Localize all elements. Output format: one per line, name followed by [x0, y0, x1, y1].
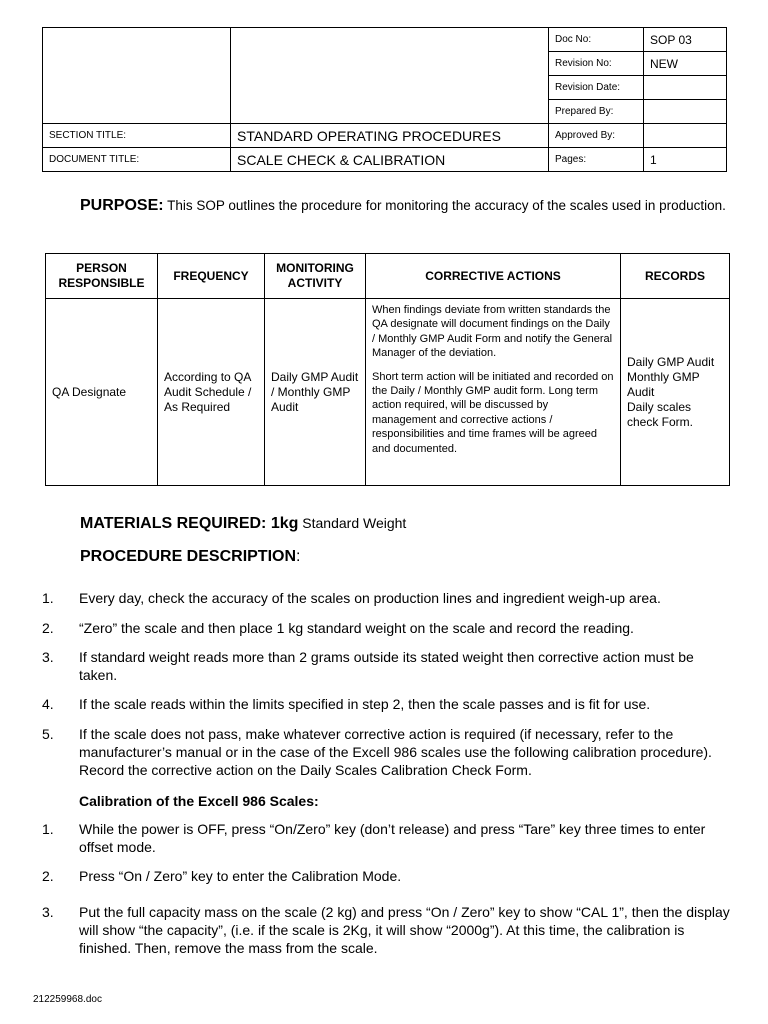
pages-value: 1: [644, 148, 727, 172]
table-row: [46, 299, 730, 486]
procedure-heading-colon: :: [296, 548, 301, 565]
record-line: Daily GMP Audit: [627, 354, 715, 369]
approved-by-label: Approved By:: [549, 124, 644, 148]
step-text: If the scale reads within the limits specified in step 2, then the scale passes and is fit for use.: [79, 696, 651, 712]
corrective-paragraph-1: When findings deviate from written standards the QA designate will document findings on the Daily / Monthly GMP Audit Form and notify the General Manager of the deviation.: [372, 304, 613, 360]
step-number: 5.: [42, 726, 54, 742]
step-number: 2.: [42, 620, 54, 636]
revision-no-label: Revision No:: [549, 52, 644, 76]
procedure-heading: [80, 548, 300, 566]
revision-date-label: Revision Date:: [549, 76, 644, 100]
section-title-value: STANDARD OPERATING PROCEDURES: [231, 124, 549, 148]
header-row: [43, 148, 727, 172]
responsibility-table: [45, 253, 730, 486]
step-text: Put the full capacity mass on the scale (2 kg) and press “On / Zero” key to show “CAL 1”, then the display will show “the capacity”, (i.e. if the scale is 2Kg, it will show “2000g”). At this time, the calibration is finished. Then, remove the mass from the scale.: [79, 904, 730, 956]
materials-line: [80, 515, 406, 533]
document-title-value: SCALE CHECK & CALIBRATION: [231, 148, 549, 172]
cell-person: QA Designate: [46, 299, 158, 486]
cell-corrective: [366, 299, 621, 486]
step-number: 2.: [42, 868, 54, 884]
cell-frequency: According to QA Audit Schedule / As Required: [158, 299, 265, 486]
procedure-heading-text: PROCEDURE DESCRIPTION: [80, 548, 297, 565]
materials-item: Standard Weight: [298, 515, 407, 531]
section-title-label: SECTION TITLE:: [43, 124, 231, 148]
corrective-paragraph-2: Short term action will be initiated and recorded on the Daily / Monthly GMP audit form. Long term action required, will be discussed by management and corrective actions / responsibilities and time frames will be agreed and documented.: [372, 370, 614, 455]
procedure-step: [42, 725, 732, 779]
col-header-records: RECORDS: [621, 254, 730, 299]
col-header-person: PERSON RESPONSIBLE: [46, 254, 158, 299]
step-number: 3.: [42, 649, 54, 665]
calibration-heading: Calibration of the Excell 986 Scales:: [79, 793, 319, 809]
procedure-step: [42, 589, 732, 607]
step-text: Press “On / Zero” key to enter the Calibration Mode.: [79, 868, 402, 884]
purpose-text: This SOP outlines the procedure for monitoring the accuracy of the scales used in production.: [163, 198, 726, 213]
purpose-paragraph: [80, 196, 740, 215]
table-header-row: [46, 254, 730, 299]
logo-cell: [43, 28, 231, 124]
step-number: 3.: [42, 904, 54, 920]
step-number: 1.: [42, 590, 54, 606]
cell-records: [621, 299, 730, 486]
doc-no-label: Doc No:: [549, 28, 644, 52]
pages-label: Pages:: [549, 148, 644, 172]
calibration-step: [42, 903, 732, 957]
calibration-step: [42, 820, 732, 856]
col-header-monitoring: MONITORING ACTIVITY: [265, 254, 366, 299]
header-row: [43, 124, 727, 148]
prepared-by-value: [644, 100, 727, 124]
document-title-label: DOCUMENT TITLE:: [43, 148, 231, 172]
revision-date-value: [644, 76, 727, 100]
prepared-by-label: Prepared By:: [549, 100, 644, 124]
record-line: Daily scales check Form.: [627, 399, 694, 429]
doc-no-value: SOP 03: [644, 28, 727, 52]
calibration-step: [42, 867, 732, 885]
revision-no-value: NEW: [644, 52, 727, 76]
header-row: [43, 28, 727, 52]
footer-filename: 212259968.doc: [33, 994, 102, 1005]
materials-heading: MATERIALS REQUIRED:: [80, 515, 267, 532]
step-text: Every day, check the accuracy of the scales on production lines and ingredient weigh-up area.: [79, 590, 661, 606]
approved-by-value: [644, 124, 727, 148]
title-blank-cell: [231, 28, 549, 124]
step-text: “Zero” the scale and then place 1 kg standard weight on the scale and record the reading.: [79, 620, 634, 636]
step-text: While the power is OFF, press “On/Zero” key (don’t release) and press “Tare” key three times to enter offset mode.: [79, 821, 706, 855]
col-header-corrective: CORRECTIVE ACTIONS: [366, 254, 621, 299]
step-number: 1.: [42, 821, 54, 837]
document-header-table: [42, 27, 727, 172]
cell-monitoring: Daily GMP Audit / Monthly GMP Audit: [265, 299, 366, 486]
step-text: If the scale does not pass, make whatever corrective action is required (if necessary, refer to the manufacturer’s manual or in the case of the Excell 986 scales use the following calibration procedure). Record the corrective action on the Daily Scales Calibration Check Form.: [79, 726, 712, 778]
step-number: 4.: [42, 696, 54, 712]
materials-amount: 1kg: [266, 515, 299, 532]
procedure-step: [42, 619, 732, 637]
purpose-heading: PURPOSE:: [80, 197, 164, 214]
step-text: If standard weight reads more than 2 grams outside its stated weight then corrective action must be taken.: [79, 649, 694, 683]
procedure-step: [42, 695, 732, 713]
procedure-step: [42, 648, 732, 684]
record-line: Monthly GMP Audit: [627, 369, 700, 399]
col-header-frequency: FREQUENCY: [158, 254, 265, 299]
